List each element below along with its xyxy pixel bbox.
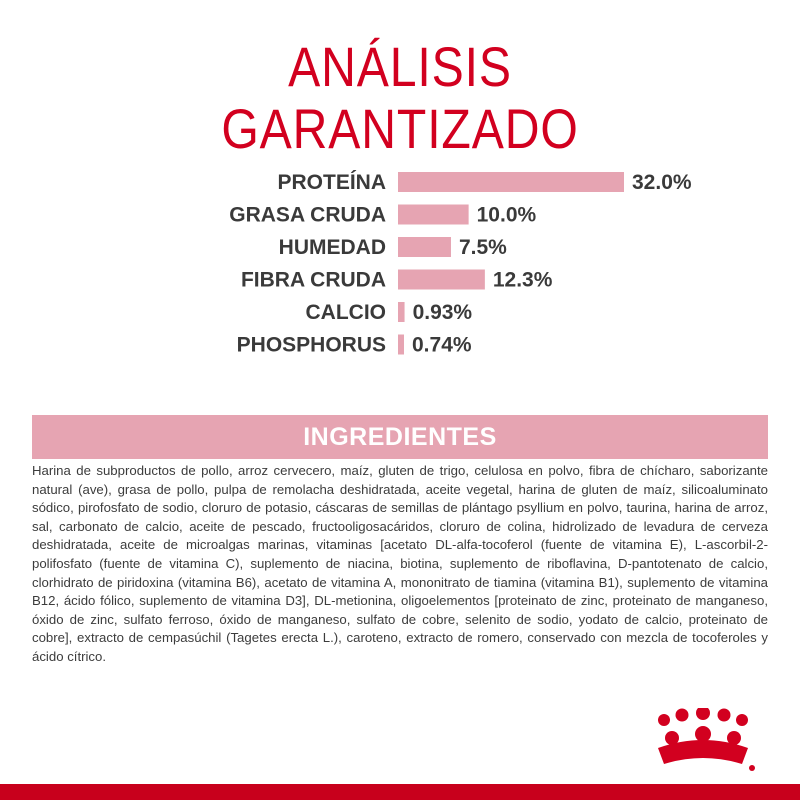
bar (398, 237, 451, 257)
category-label: FIBRA CRUDA (240, 268, 386, 292)
value-label: 7.5% (458, 236, 507, 259)
bar (398, 302, 405, 322)
value-label: 12.3% (492, 268, 553, 292)
value-label: 32.0% (632, 171, 692, 194)
page-title-line1: ANÁLISIS (288, 35, 512, 98)
bar (398, 205, 469, 225)
value-label: 0.74% (412, 333, 472, 357)
ingredients-title: INGREDIENTES (303, 422, 497, 451)
value-label: 10.0% (476, 203, 537, 227)
bar (398, 270, 485, 290)
page-title-line2: GARANTIZADO (221, 97, 579, 160)
bar (398, 172, 624, 192)
value-label: 0.93% (412, 301, 473, 324)
royal-canin-crown-logo-icon (648, 708, 758, 774)
category-label: GRASA CRUDA (229, 203, 386, 227)
ingredients-text: Harina de subproductos de pollo, arroz cervecero, maíz, gluten de trigo, celulosa en polvo, fibra de chícharo, saborizante natural (ave), grasa de pollo, pulpa de remolacha deshidratada, aceite vegetal, harina de gluten de maíz, silicoaluminato sódico, pirofosfato de sodio, cloruro de potasio, cáscaras de semillas de plántago psyllium en polvo, taurina, harina de arroz, sal, carbonato de calcio, aceite de pescado, fructooligosacáridos, cloruro de colina, hidrolizado de levadura de cerveza deshidratada, aceite de microalgas marinas, vitaminas [acetato DL-alfa-tocoferol (fuente de vitamina E), L-ascorbil-2-polifosfato (fuente de vitamina C), suplemento de niacina, biotina, suplemento de riboflavina, D-pantotenato de calcio, clorhidrato de piridoxina (vitamina B6), acetato de vitamina A, mononitrato de tiamina (vitamina B1), suplemento de vitamina B12, ácido fólico, suplemento de vitamina D3], DL-metionina, oligoelementos [proteinato de zinc, proteinato de manganeso, óxido de zinc, sulfato ferroso, óxido de manganeso, sulfato de cobre, selenito de sodio, yodato de calcio, proteinato de cobre], extracto de cempasúchil (Tagetes erecta L.), caroteno, extracto de romero, conservado con mezcla de tocoferoles y ácido cítrico. (32, 463, 768, 664)
bar (398, 335, 404, 355)
category-label: PROTEÍNA (277, 171, 386, 194)
category-label: CALCIO (305, 301, 386, 324)
category-label: PHOSPHORUS (236, 333, 386, 357)
bottom-red-rule (0, 784, 800, 800)
ingredients-header (32, 415, 768, 459)
category-label: HUMEDAD (278, 236, 386, 259)
analysis-bar-chart (0, 168, 800, 368)
